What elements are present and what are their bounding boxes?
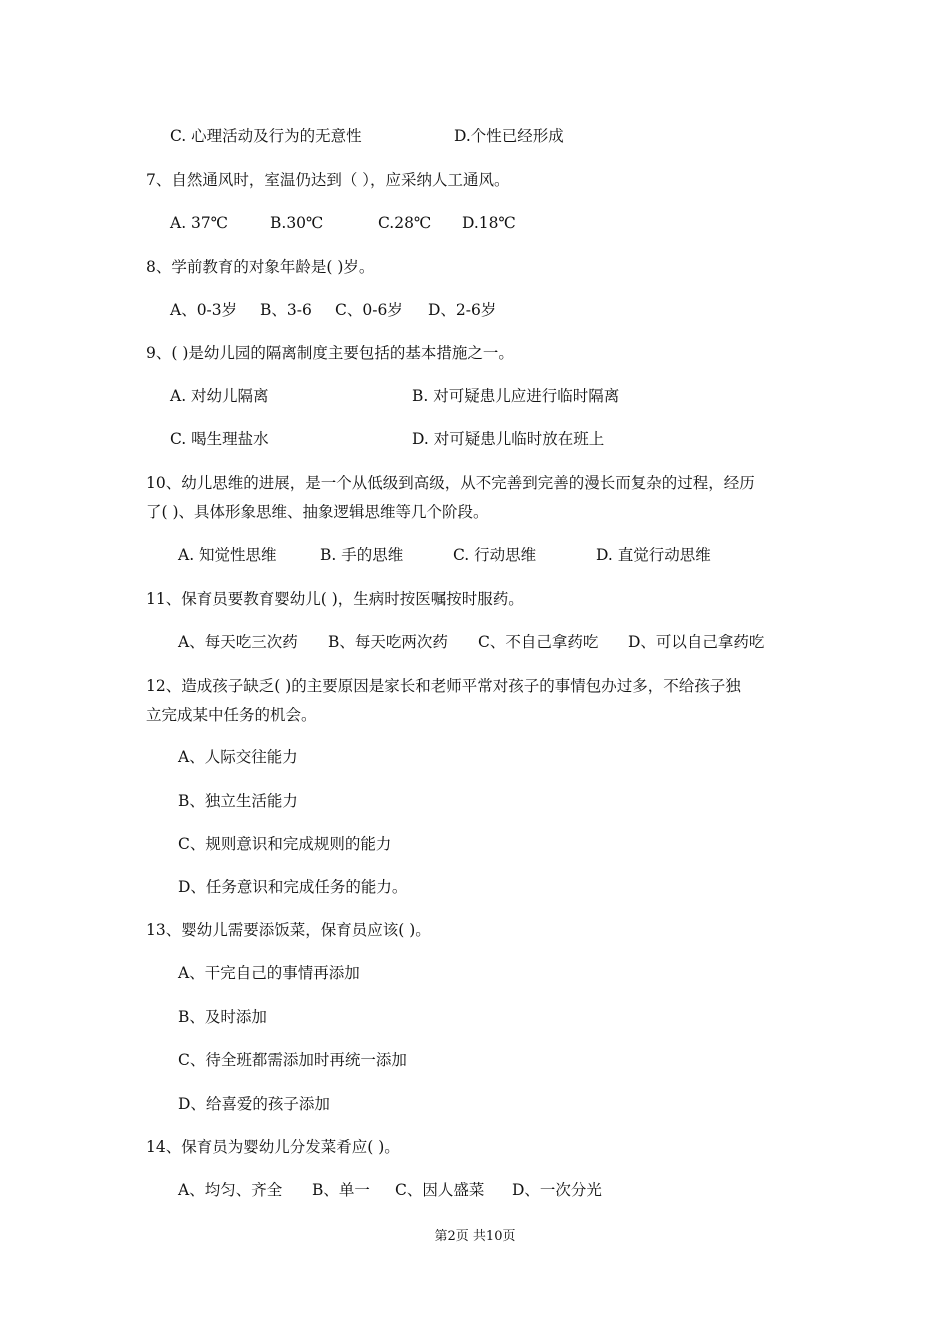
q12-option-d: D、任务意识和完成任务的能力。 bbox=[178, 878, 408, 896]
q7-option-b: B.30℃ bbox=[270, 214, 324, 232]
q13-option-d: D、给喜爱的孩子添加 bbox=[178, 1095, 330, 1113]
q10-option-a: A. 知觉性思维 bbox=[178, 546, 277, 564]
question-7: 7、自然通风时，室温仍达到（ ），应采纳人工通风。 bbox=[146, 171, 510, 189]
q8-option-d: D、2-6岁 bbox=[428, 301, 497, 319]
q8-option-a: A、0-3岁 bbox=[170, 301, 238, 319]
q14-option-a: A、均匀、齐全 bbox=[178, 1181, 283, 1199]
question-11: 11、保育员要教育婴幼儿( )，生病时按医嘱按时服药。 bbox=[146, 590, 524, 608]
question-10-line-1: 10、幼儿思维的进展，是一个从低级到高级，从不完善到完善的漫长而复杂的过程，经历 bbox=[146, 474, 755, 492]
question-14: 14、保育员为婴幼儿分发菜肴应( )。 bbox=[146, 1138, 400, 1156]
q8-option-b: B、3-6 bbox=[260, 301, 312, 319]
question-10-line-2: 了( )、具体形象思维、抽象逻辑思维等几个阶段。 bbox=[146, 503, 489, 521]
q9-option-d: D. 对可疑患儿临时放在班上 bbox=[412, 430, 605, 448]
question-12-line-1: 12、造成孩子缺乏( )的主要原因是家长和老师平常对孩子的事情包办过多，不给孩子独 bbox=[146, 677, 741, 695]
q13-option-c: C、待全班都需添加时再统一添加 bbox=[178, 1051, 407, 1069]
q11-option-d: D、可以自己拿药吃 bbox=[628, 633, 765, 651]
q7-option-c: C.28℃ bbox=[378, 214, 432, 232]
question-13: 13、婴幼儿需要添饭菜，保育员应该( )。 bbox=[146, 921, 431, 939]
page-footer: 第2页 共10页 bbox=[434, 1229, 516, 1244]
q11-option-c: C、不自己拿药吃 bbox=[478, 633, 599, 651]
q12-option-c: C、规则意识和完成规则的能力 bbox=[178, 835, 392, 853]
q11-option-a: A、每天吃三次药 bbox=[178, 633, 298, 651]
q12-option-b: B、独立生活能力 bbox=[178, 792, 298, 810]
q10-option-d: D. 直觉行动思维 bbox=[596, 546, 711, 564]
q12-option-a: A、人际交往能力 bbox=[178, 748, 298, 766]
question-12-line-2: 立完成某中任务的机会。 bbox=[146, 706, 317, 724]
question-8: 8、学前教育的对象年龄是( )岁。 bbox=[146, 258, 375, 276]
q7-option-d: D.18℃ bbox=[462, 214, 516, 232]
q13-option-a: A、干完自己的事情再添加 bbox=[178, 964, 360, 982]
q14-option-d: D、一次分光 bbox=[512, 1181, 602, 1199]
q10-option-b: B. 手的思维 bbox=[320, 546, 404, 564]
q9-option-c: C. 喝生理盐水 bbox=[170, 430, 269, 448]
q13-option-b: B、及时添加 bbox=[178, 1008, 267, 1026]
question-9: 9、( )是幼儿园的隔离制度主要包括的基本措施之一。 bbox=[146, 344, 514, 362]
q10-option-c: C. 行动思维 bbox=[453, 546, 537, 564]
q14-option-b: B、单一 bbox=[312, 1181, 370, 1199]
q8-option-c: C、0-6岁 bbox=[335, 301, 403, 319]
q9-option-b: B. 对可疑患儿应进行临时隔离 bbox=[412, 387, 620, 405]
q7-option-a: A. 37℃ bbox=[170, 214, 229, 232]
q9-option-a: A. 对幼儿隔离 bbox=[170, 387, 269, 405]
q14-option-c: C、因人盛菜 bbox=[395, 1181, 485, 1199]
q11-option-b: B、每天吃两次药 bbox=[328, 633, 448, 651]
q6-option-d: D.个性已经形成 bbox=[454, 127, 564, 145]
q6-option-c: C. 心理活动及行为的无意性 bbox=[170, 127, 362, 145]
